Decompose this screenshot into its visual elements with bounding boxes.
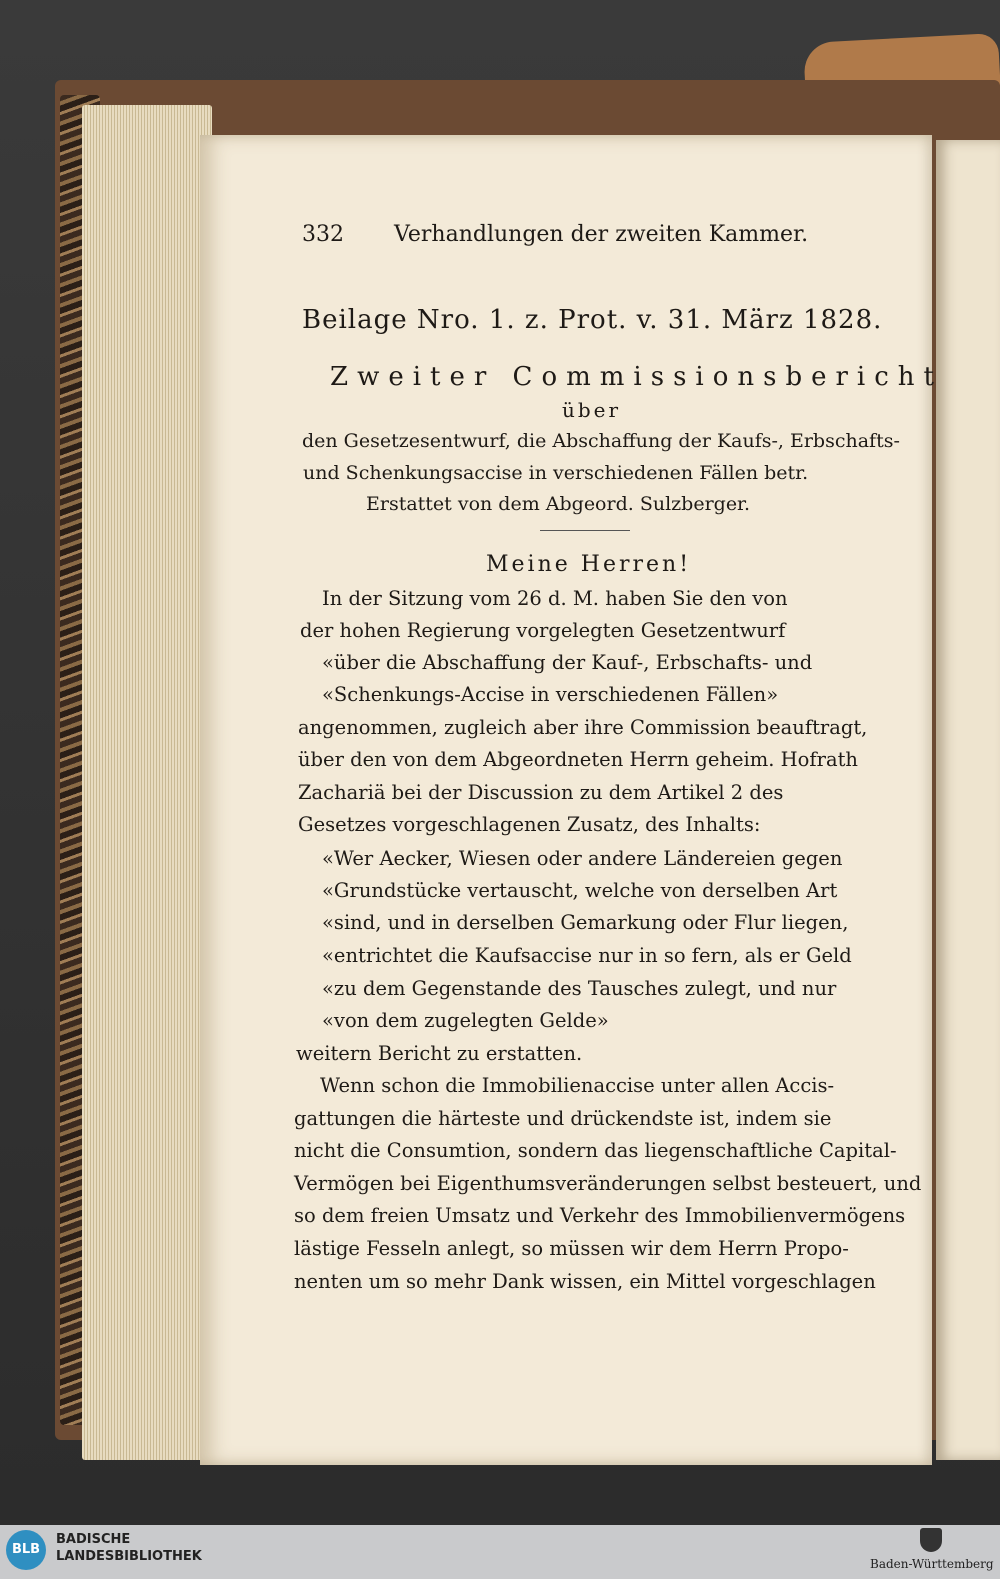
body-line: so dem freien Umsatz und Verkehr des Immobilienvermögens [294,1204,906,1227]
body-line: Vermögen bei Eigenthumsveränderungen selbst besteuert, und [294,1172,922,1195]
body-line: nicht die Consumtion, sondern das liegenschaftliche Capital- [294,1139,897,1162]
body-line: «entrichtet die Kaufsaccise nur in so fern, als er Geld [322,944,852,967]
blb-logo: BLB [6,1530,46,1570]
body-line: weitern Bericht zu erstatten. [296,1042,583,1065]
facing-page [936,140,1000,1460]
title-divider [540,530,630,531]
library-name [56,1531,202,1565]
library-name-line-1: BADISCHE [56,1532,131,1547]
body-line: nenten um so mehr Dank wissen, ein Mittel vorgeschlagen [294,1270,876,1293]
report-title: Zweiter Commissionsbericht [330,362,943,392]
report-author-line: Erstattet von dem Abgeord. Sulzberger. [366,493,751,515]
body-line: «zu dem Gegenstande des Tausches zulegt, und nur [322,977,837,1000]
body-line: über den von dem Abgeordneten Herrn geheim. Hofrath [298,748,858,771]
body-line: Wenn schon die Immobilienaccise unter allen Accis- [320,1074,835,1097]
running-header [302,222,808,247]
body-line: der hohen Regierung vorgelegten Gesetzentwurf [300,619,786,642]
state-crest-icon [920,1528,942,1552]
report-title-line-3: den Gesetzesentwurf, die Abschaffung der Kaufs-, Erbschafts- [302,430,900,452]
report-title-line-2: über [562,398,622,422]
report-title-line-4: und Schenkungsaccise in verschiedenen Fällen betr. [303,462,809,484]
body-line: Zachariä bei der Discussion zu dem Artikel 2 des [298,781,784,804]
body-line: «sind, und in derselben Gemarkung oder Flur liegen, [322,911,849,934]
state-name: Baden-Württemberg [870,1557,994,1571]
body-line: «Wer Aecker, Wiesen oder andere Ländereien gegen [322,847,843,870]
page-number: 332 [302,222,344,247]
greeting: Meine Herren! [486,552,692,577]
body-line: «von dem zugelegten Gelde» [322,1009,609,1032]
body-line: «Grundstücke vertauscht, welche von derselben Art [322,879,838,902]
library-name-line-2: LANDESBIBLIOTHEK [56,1549,202,1564]
appendix-heading: Beilage Nro. 1. z. Prot. v. 31. März 1828. [302,305,883,335]
page-edges [82,105,212,1460]
body-line: lästige Fesseln anlegt, so müssen wir dem Herrn Propo- [294,1237,849,1260]
body-line: Gesetzes vorgeschlagenen Zusatz, des Inhalts: [298,813,761,836]
running-head-title: Verhandlungen der zweiten Kammer. [394,222,809,247]
body-line: In der Sitzung vom 26 d. M. haben Sie den von [322,587,788,610]
body-line: gattungen die härteste und drückendste ist, indem sie [294,1107,832,1130]
body-line: «über die Abschaffung der Kauf-, Erbschafts- und [322,651,813,674]
body-line: «Schenkungs-Accise in verschiedenen Fällen» [322,683,779,706]
body-line: angenommen, zugleich aber ihre Commission beauftragt, [298,716,868,739]
